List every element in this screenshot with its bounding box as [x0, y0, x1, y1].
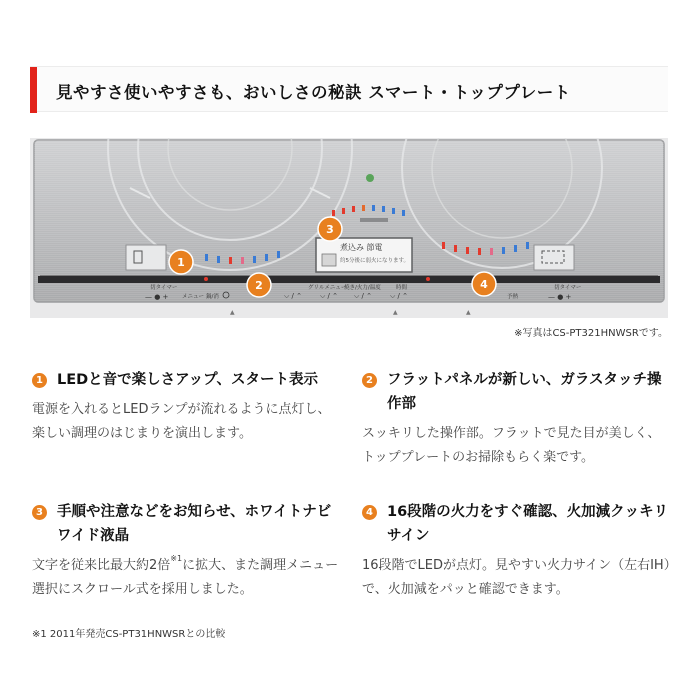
cooktop-illustration: [30, 138, 668, 318]
feature-number-badge: 1: [32, 373, 47, 388]
callout-3: [318, 217, 342, 241]
feature-body: 電源を入れるとLEDランプが流れるように点灯し、楽しい調理のはじまりを演出します。: [32, 402, 331, 441]
callout-4: [472, 272, 496, 296]
right-timer-label: 切タイマー: [554, 285, 582, 291]
feature-title: 手順や注意などをお知らせ、ホワイトナビワイド液晶: [57, 504, 332, 544]
section-title: 見やすさ使いやすさも、おいしさの秘訣 スマート・トッププレート: [56, 83, 571, 102]
cooktop-photo: [30, 138, 668, 318]
footnote: ※1 2011年発売CS-PT31HNWSRとの比較: [32, 629, 226, 640]
feature-4: [362, 500, 672, 602]
feature-title: 16段階の火力をすぐ確認、火加減クッキリサイン: [387, 504, 669, 544]
feature-3: [32, 500, 342, 602]
svg-text:4: 4: [480, 278, 488, 291]
feature-number-badge: 3: [32, 505, 47, 520]
svg-text:1: 1: [177, 256, 185, 269]
svg-text:⌵ / ⌃: ⌵ / ⌃: [390, 292, 408, 300]
panel-label-grill: グリルメニュー: [308, 285, 347, 291]
feature-body-text: 文字を従来比最大約2倍: [32, 558, 171, 573]
svg-text:▲: ▲: [393, 309, 398, 316]
feature-body: 16段階でLEDが点灯。見やすい火力サイン（左右IH）で、火加減をパッと確認できます。: [362, 558, 671, 597]
left-timer-label: 切タイマー: [150, 285, 178, 291]
feature-body-text: に拡大、また調理メニュー選択にスクロール式を採用しました。: [32, 558, 339, 597]
feature-number-badge: 4: [362, 505, 377, 520]
center-lcd: [316, 238, 412, 272]
panel-label-preheat: 予熱: [507, 294, 519, 300]
callout-1: [169, 250, 193, 274]
svg-text:— ● +: — ● +: [548, 293, 572, 301]
header-accent-bar: [30, 67, 37, 113]
section-header: [30, 66, 668, 112]
svg-text:⌵ / ⌃: ⌵ / ⌃: [284, 292, 302, 300]
feature-title: フラットパネルが新しい、ガラスタッチ操作部: [387, 372, 662, 412]
photo-caption: ※写真はCS-PT321HNWSRです。: [514, 328, 668, 339]
svg-text:2: 2: [255, 279, 263, 292]
feature-1: [32, 368, 342, 446]
svg-text:3: 3: [326, 223, 334, 236]
callout-2: [247, 273, 271, 297]
panel-label-menu: メニュー: [182, 294, 205, 300]
svg-text:▲: ▲: [230, 309, 235, 316]
svg-text:▲: ▲: [466, 309, 471, 316]
panel-label-time: 時間: [396, 285, 408, 291]
svg-text:⌵ / ⌃: ⌵ / ⌃: [320, 292, 338, 300]
svg-text:— ● +: — ● +: [145, 293, 169, 301]
lcd-mode-text: 煮込み 節電: [340, 243, 383, 252]
feature-body: [32, 554, 342, 602]
svg-text:⌵ / ⌃: ⌵ / ⌃: [354, 292, 372, 300]
feature-number-badge: 2: [362, 373, 377, 388]
right-display: [534, 245, 574, 270]
feature-body: スッキリした操作部。フラットで見た目が美しく、トッププレートのお掃除もらく楽です。: [362, 426, 661, 465]
eco-logo-icon: [366, 174, 374, 182]
lcd-message-text: 約5分後に弱火になります。: [340, 258, 410, 264]
feature-title: LEDと音で楽しさアップ、スタート表示: [57, 372, 319, 388]
panel-label-pan: 鍋/消: [206, 294, 219, 300]
panel-label-temp: 焼き/火力/温度: [344, 285, 381, 291]
footnote-marker: ※1: [170, 554, 183, 563]
left-display: [126, 245, 166, 270]
feature-2: [362, 368, 672, 470]
